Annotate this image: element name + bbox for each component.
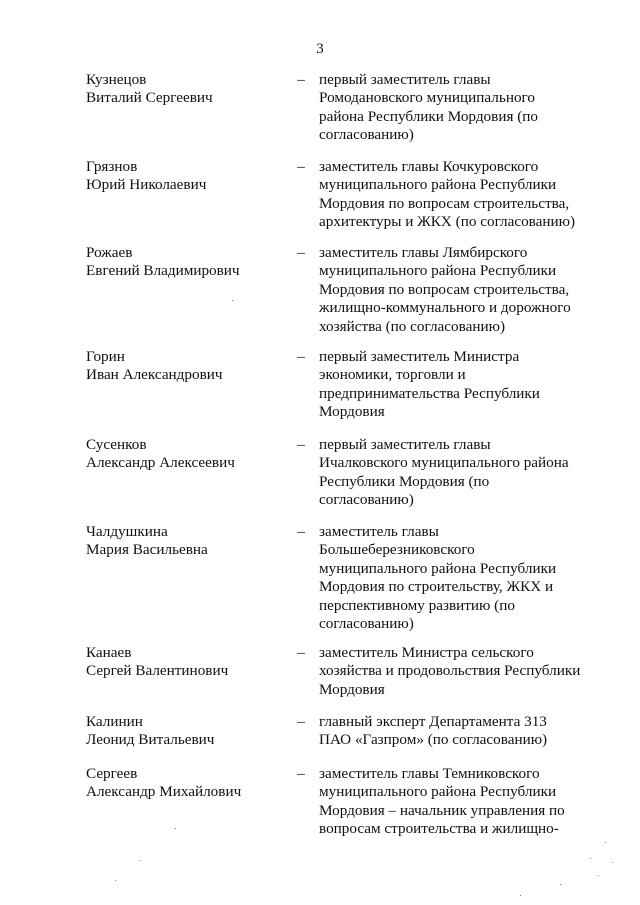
member-given-names: Леонид Витальевич — [86, 731, 215, 749]
position-line: согласованию) — [319, 615, 414, 633]
entry-dash: – — [297, 713, 305, 730]
position-line: муниципального района Республики — [319, 176, 557, 194]
member-name — [86, 713, 286, 750]
position-line: Мордовия по строительству, ЖКХ и — [319, 578, 554, 596]
position-line: вопросам строительства и жилищно- — [319, 820, 559, 838]
position-line: экономики, торговли и — [319, 366, 466, 384]
position-line: первый заместитель Министра — [319, 348, 520, 365]
position-line: первый заместитель главы — [319, 71, 491, 88]
scan-speck — [612, 862, 613, 863]
position-line: согласованию) — [319, 491, 414, 509]
member-position — [319, 644, 594, 699]
scan-speck — [140, 860, 141, 861]
position-line: ПАО «Газпром» (по согласованию) — [319, 731, 548, 749]
scan-speck — [605, 842, 606, 843]
member-name — [86, 158, 286, 195]
scan-speck — [560, 884, 561, 885]
entry-dash: – — [297, 158, 305, 175]
member-position — [319, 436, 594, 510]
position-line: заместитель главы Темниковского — [319, 765, 540, 782]
scan-speck — [232, 300, 233, 301]
member-surname: Рожаев — [86, 244, 133, 261]
entry-dash: – — [297, 436, 305, 453]
member-given-names: Иван Александрович — [86, 366, 223, 384]
scan-speck — [175, 828, 176, 829]
entry-dash: – — [297, 523, 305, 540]
position-line: Мордовия – начальник управления по — [319, 801, 565, 819]
position-line: хозяйства (по согласованию) — [319, 317, 506, 335]
entry-dash: – — [297, 244, 305, 261]
member-surname: Грязнов — [86, 158, 138, 175]
position-line: согласованию) — [319, 126, 414, 144]
member-surname: Сусенков — [86, 436, 147, 453]
scan-speck — [598, 875, 599, 876]
position-line: муниципального района Республики — [319, 262, 557, 280]
position-line: первый заместитель главы — [319, 436, 491, 453]
position-line: заместитель Министра сельского — [319, 644, 534, 661]
scan-speck — [520, 895, 521, 896]
scan-speck — [590, 858, 591, 859]
position-line: перспективному развитию (по — [319, 596, 515, 614]
member-surname: Кузнецов — [86, 71, 147, 88]
member-given-names: Евгений Владимирович — [86, 262, 240, 280]
member-given-names: Виталий Сергеевич — [86, 89, 213, 107]
position-line: Ичалковского муниципального района — [319, 454, 569, 472]
member-surname: Горин — [86, 348, 125, 365]
member-name — [86, 765, 286, 802]
entry-dash: – — [297, 348, 305, 365]
member-position — [319, 713, 594, 750]
position-line: заместитель главы — [319, 523, 439, 540]
entry-dash: – — [297, 644, 305, 661]
member-name — [86, 244, 286, 281]
position-line: муниципального района Республики — [319, 559, 557, 577]
position-line: Мордовия по вопросам строительства, — [319, 194, 570, 212]
position-line: хозяйства и продовольствия Республики — [319, 662, 581, 680]
scan-speck — [115, 880, 116, 881]
member-surname: Калинин — [86, 713, 143, 730]
position-line: Мордовия — [319, 680, 385, 698]
position-line: заместитель главы Лямбирского — [319, 244, 528, 261]
position-line: главный эксперт Департамента 313 — [319, 713, 547, 730]
position-line: заместитель главы Кочкуровского — [319, 158, 539, 175]
member-name — [86, 436, 286, 473]
member-surname: Сергеев — [86, 765, 138, 782]
position-line: архитектуры и ЖКХ (по согласованию) — [319, 213, 576, 231]
member-surname: Канаев — [86, 644, 132, 661]
position-line: Мордовия — [319, 403, 385, 421]
position-line: района Республики Мордовия (по — [319, 107, 539, 125]
member-name — [86, 348, 286, 385]
member-name — [86, 523, 286, 560]
page-number: 3 — [316, 41, 324, 57]
member-given-names: Александр Алексеевич — [86, 454, 235, 472]
position-line: жилищно-коммунального и дорожного — [319, 299, 571, 317]
member-position — [319, 523, 594, 633]
position-line: предпринимательства Республики — [319, 384, 540, 402]
member-position — [319, 71, 594, 145]
member-position — [319, 244, 594, 336]
position-line: Ромодановского муниципального — [319, 89, 535, 107]
member-given-names: Мария Васильевна — [86, 541, 208, 559]
member-name — [86, 71, 286, 108]
entry-dash: – — [297, 71, 305, 88]
member-given-names: Александр Михайлович — [86, 783, 242, 801]
member-position — [319, 765, 594, 839]
position-line: Республики Мордовия (по — [319, 472, 490, 490]
position-line: Большеберезниковского — [319, 541, 475, 559]
member-position — [319, 348, 594, 422]
member-name — [86, 644, 286, 681]
position-line: Мордовия по вопросам строительства, — [319, 280, 570, 298]
member-surname: Чалдушкина — [86, 523, 168, 540]
member-position — [319, 158, 594, 232]
member-given-names: Сергей Валентинович — [86, 662, 229, 680]
entry-dash: – — [297, 765, 305, 782]
member-given-names: Юрий Николаевич — [86, 176, 207, 194]
position-line: муниципального района Республики — [319, 783, 557, 801]
